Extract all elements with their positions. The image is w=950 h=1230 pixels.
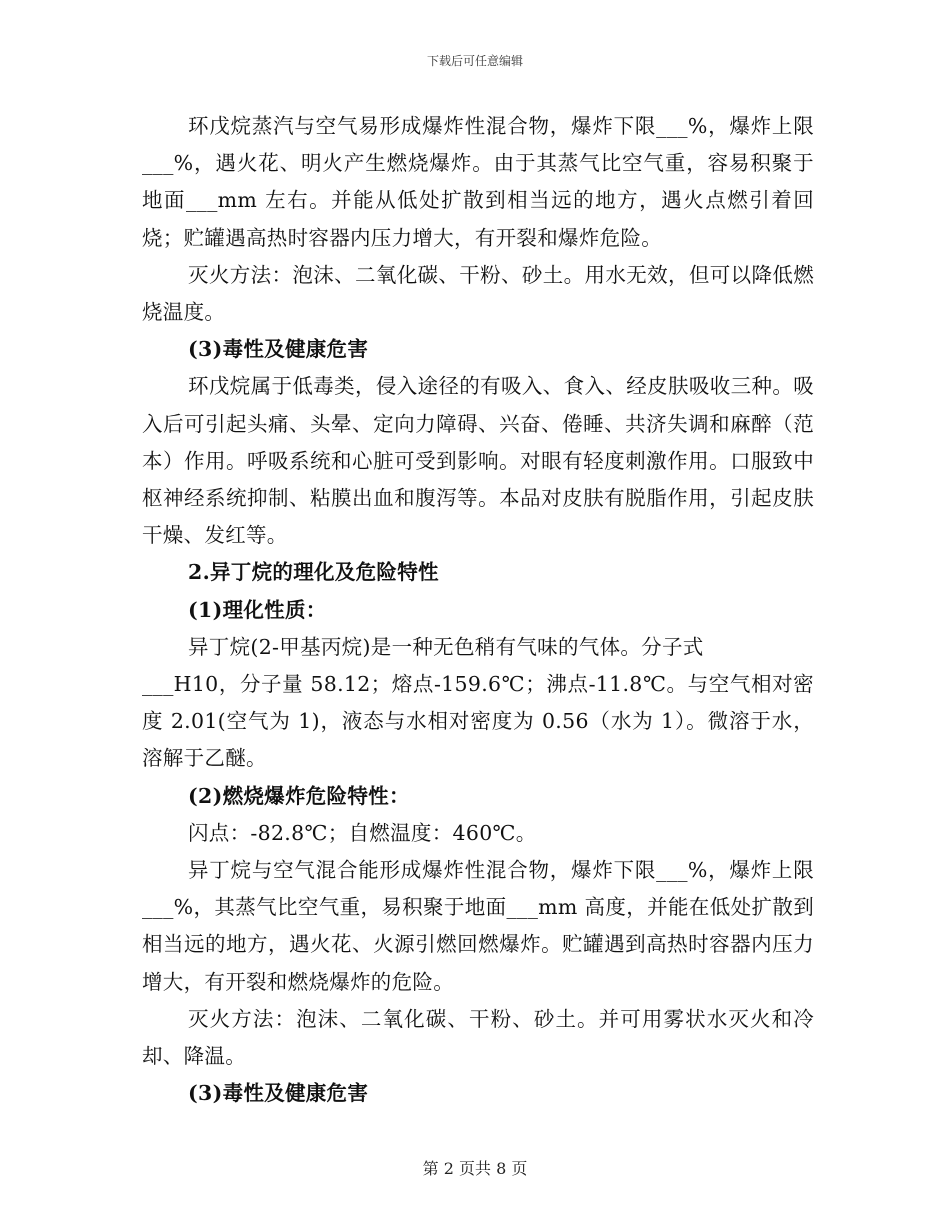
heading-toxicity-2: (3)毒性及健康危害 [188,1081,369,1106]
paragraph-isobutane-explosion: 异丁烷与空气混合能形成爆炸性混合物，爆炸下限___%，爆炸上限___%，其蒸气比空气重，易积聚于地面___mm 高度，并能在低处扩散到相当远的地方，遇火花、火源引燃回燃爆炸。贮罐遇到高热时容器内压力增大，有开裂和燃烧爆炸的危险。 [142,858,814,994]
page-header: 下载后可任意编辑 [426,54,523,68]
paragraph-cyclopentane-explosion: 环戊烷蒸汽与空气易形成爆炸性混合物，爆炸下限___%，爆炸上限___%，遇火花、明火产生燃烧爆炸。由于其蒸气比空气重，容易积聚于地面___mm 左右。并能从低处扩散到相当远的地方，遇火点燃引着回烧；贮罐遇高热时容器内压力增大，有开裂和爆炸危险。 [142,114,814,250]
paragraph-isobutane-extinguishing: 灭火方法：泡沫、二氧化碳、干粉、砂土。并可用雾状水灭火和冷却、降温。 [142,1006,814,1069]
paragraph-cyclopentane-extinguishing: 灭火方法：泡沫、二氧化碳、干粉、砂土。用水无效，但可以降低燃烧温度。 [142,262,814,325]
heading-fire-explosion: (2)燃烧爆炸危险特性： [188,783,410,808]
document-body [142,108,814,1112]
page-footer: 第 2 页共 8 页 [422,1159,528,1178]
paragraph-cyclopentane-toxicity: 环戊烷属于低毒类，侵入途径的有吸入、食入、经皮肤吸收三种。吸入后可引起头痛、头晕、定向力障碍、兴奋、倦睡、共济失调和麻醉（范本）作用。呼吸系统和心脏可受到影响。对眼有轻度刺激作用。口服致中枢神经系统抑制、粘膜出血和腹泻等。本品对皮肤有脱脂作用，引起皮肤干燥、发红等。 [142,374,814,548]
heading-physical-properties: (1)理化性质： [188,597,327,622]
heading-isobutane: 2.异丁烷的理化及危险特性 [188,560,439,585]
paragraph-flash-point: 闪点：-82.8℃；自燃温度：460℃。 [188,820,537,845]
paragraph-isobutane-properties: ___H10，分子量 58.12；熔点-159.6℃；沸点-11.8℃。与空气相对密度 2.01(空气为 1)，液态与水相对密度为 0.56（水为 1）。微溶于水，溶解于乙醚。 [142,672,814,771]
paragraph-isobutane-intro: 异丁烷(2-甲基丙烷)是一种无色稍有气味的气体。分子式 [188,634,704,659]
heading-toxicity-1: (3)毒性及健康危害 [188,337,369,362]
